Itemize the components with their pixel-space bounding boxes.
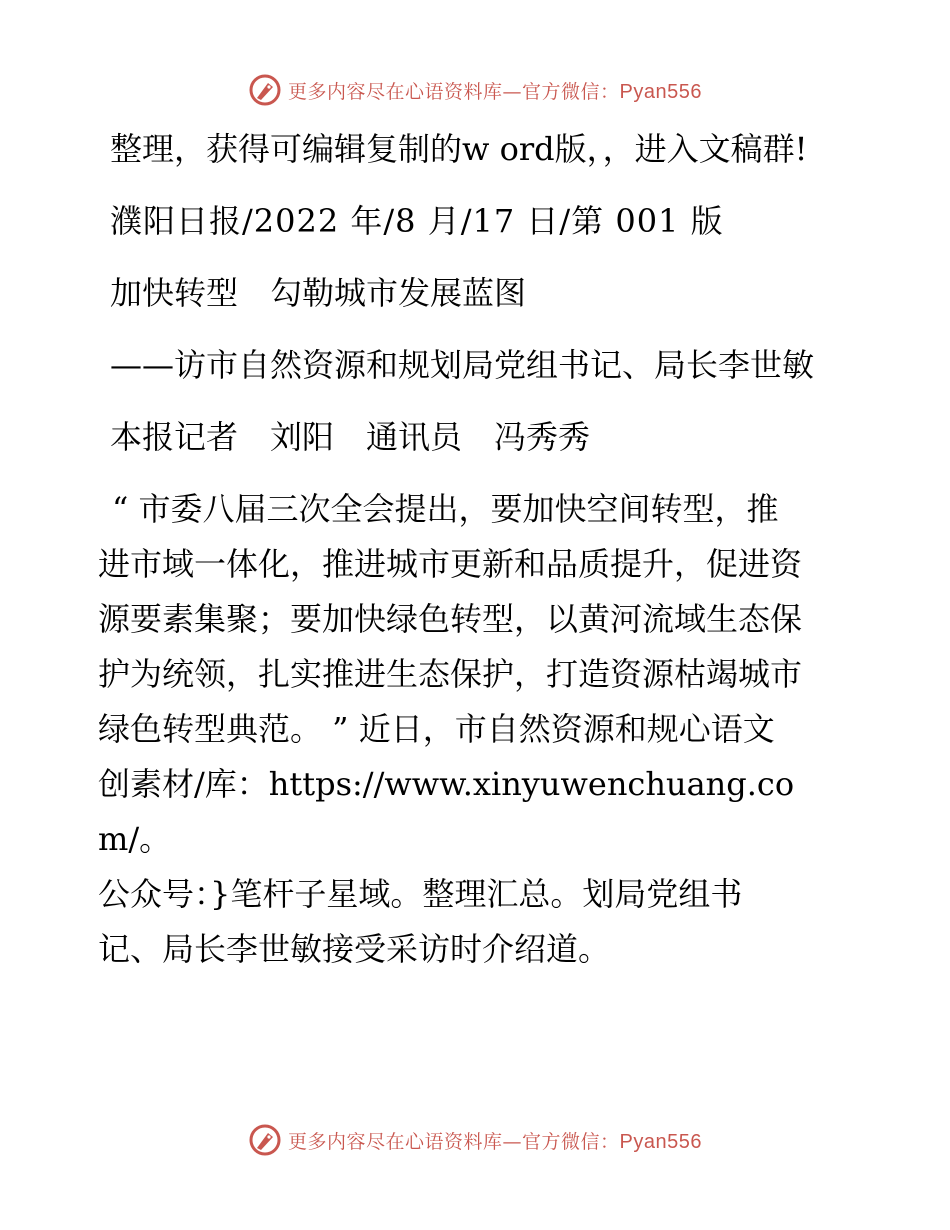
body-line: 记、局长李世敏接受采访时介绍道。 [98,930,611,968]
body-line: 公众号：}笔杆子星域。整理汇总。划局党组书 [98,875,743,913]
pen-nib-circle-icon [248,1123,282,1157]
header-watermark [0,70,950,110]
footer-watermark [0,1120,950,1160]
watermark-text: 更多内容尽在心语资料库—官方微信：Pyan556 [288,1130,702,1153]
body-line: 源要素集聚；要加快绿色转型，以黄河流域生态保 [98,600,803,638]
document-body [98,122,858,977]
watermark-wechat-id: Pyan556 [619,80,702,103]
body-line: “ 市委八届三次全会提出，要加快空间转型，推 [112,490,779,528]
watermark-wechat-id: Pyan556 [619,1130,702,1153]
pen-nib-circle-icon [248,73,282,107]
body-line: 进市域一体化，推进城市更新和品质提升，促进资 [98,545,803,583]
byline: 本报记者 刘阳 通讯员 冯秀秀 [110,418,591,456]
intro-paragraph: 整理，获得可编辑复制的w ord版，，进入文稿群! [110,130,808,168]
dateline: 濮阳日报/2022 年/8 月/17 日/第 001 版 [110,202,724,240]
body-paragraph [98,482,858,977]
subheadline: ——访市自然资源和规划局党组书记、局长李世敏 [110,346,815,384]
body-line: 护为统领，扎实推进生态保护，打造资源枯竭城市 [98,655,803,693]
body-line: 绿色转型典范。 ” 近日，市自然资源和规心语文 [98,710,775,748]
watermark-text: 更多内容尽在心语资料库—官方微信：Pyan556 [288,80,702,103]
headline: 加快转型 勾勒城市发展蓝图 [110,274,527,312]
body-line: 创素材/库：https://www.xinyuwenchuang.com/。 [98,765,795,858]
